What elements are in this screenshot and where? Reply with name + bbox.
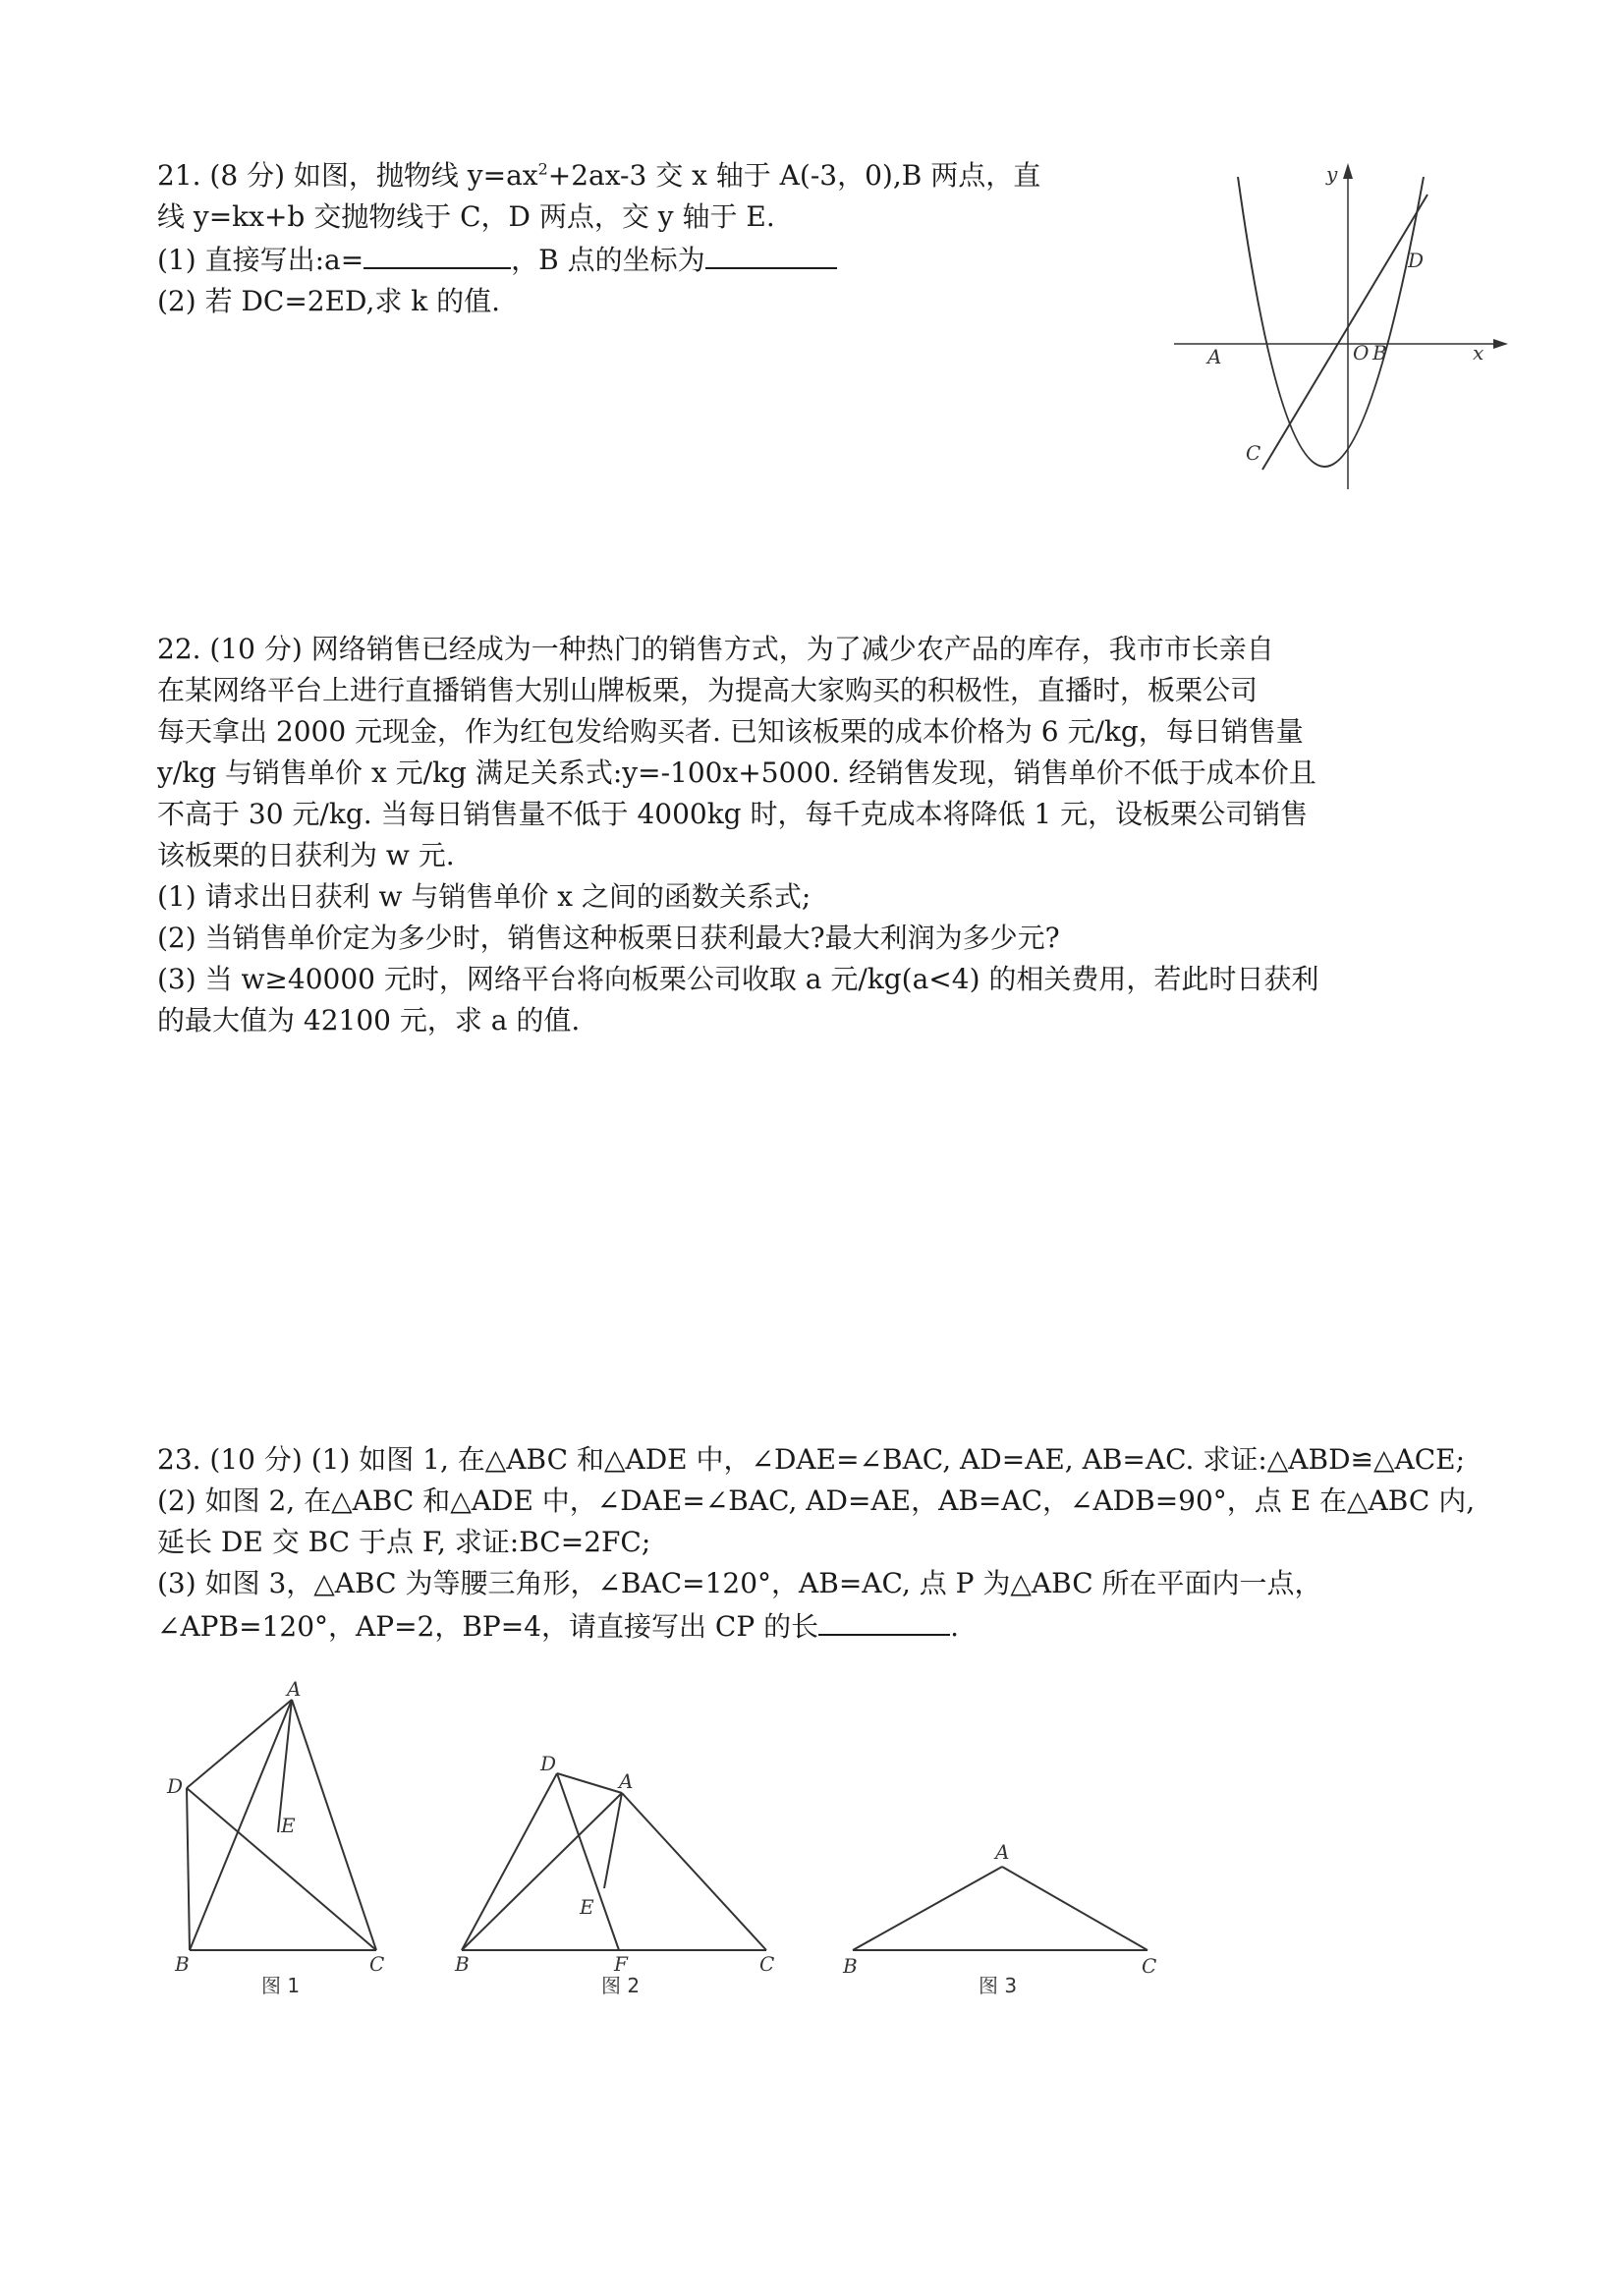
label-point-O: O — [1353, 341, 1370, 364]
label-point-D: D — [1408, 249, 1425, 272]
q22-line: (1) 请求出日获利 w 与销售单价 x 之间的函数关系式; — [157, 880, 812, 913]
fig1-label-A: A — [287, 1677, 302, 1701]
q21-line4: (2) 若 DC=2ED,求 k 的值. — [157, 285, 501, 317]
q23-line: 23. (10 分) (1) 如图 1, 在△ABC 和△ADE 中，∠DAE=∠BAC, AD=AE, AB=AC. 求证:△ABD≌△ACE; — [157, 1443, 1466, 1476]
fig1-label-D: D — [167, 1774, 184, 1798]
q21-line2: 线 y=kx+b 交抛物线于 C，D 两点，交 y 轴于 E. — [157, 200, 775, 233]
q22-line: 在某网络平台上进行直播销售大别山牌板栗，为提高大家购买的积极性，直播时，板栗公司 — [157, 674, 1259, 706]
q21-line1: 21. (8 分) 如图，抛物线 $y=ax^2+2ax-3$ 交 x 轴于 A(-3，0),B 两点，直 — [157, 159, 1041, 192]
answer-blank-b — [705, 238, 837, 269]
label-point-B: B — [1372, 341, 1387, 364]
q22-line: (2) 当销售单价定为多少时，销售这种板栗日获利最大?最大利润为多少元? — [157, 922, 1060, 954]
q22-line: 不高于 30 元/kg. 当每日销售量不低于 4000kg 时，每千克成本将降低 1 元，设板栗公司销售 — [157, 798, 1309, 830]
answer-blank-a — [364, 238, 511, 269]
fig2-label-B: B — [455, 1952, 470, 1976]
parabola-curve — [1238, 177, 1424, 467]
answer-blank-cp — [818, 1604, 950, 1636]
q22-line: (3) 当 w≥40000 元时，网络平台将向板栗公司收取 a 元/kg(a<4) 的相关费用，若此时日获利 — [157, 963, 1319, 995]
q22-line: 该板栗的日获利为 w 元. — [157, 839, 455, 871]
fig2-label-D: D — [540, 1752, 557, 1775]
q22-line: 的最大值为 42100 元，求 a 的值. — [157, 1004, 581, 1036]
q23-line: (2) 如图 2, 在△ABC 和△ADE 中，∠DAE=∠BAC, AD=AE，AB=AC，∠ADB=90°，点 E 在△ABC 内, — [157, 1484, 1476, 1517]
fig3-caption: 图 3 — [979, 1974, 1018, 1997]
question-22 — [157, 629, 1318, 1041]
line-cd — [1262, 195, 1427, 470]
q21-line3: (1) 直接写出:a= ，B 点的坐标为 — [157, 238, 1040, 281]
question-21 — [157, 155, 1040, 322]
fig2-caption: 图 2 — [601, 1974, 641, 1997]
question-23 — [157, 1439, 1475, 1648]
fig3-label-C: C — [1142, 1954, 1157, 1978]
q23-line: (3) 如图 3，△ABC 为等腰三角形，∠BAC=120°，AB=AC, 点 P 为△ABC 所在平面内一点， — [157, 1567, 1322, 1599]
q22-line: 每天拿出 2000 元现金，作为红包发给购买者. 已知该板栗的成本价格为 6 元/kg，每日销售量 — [157, 715, 1304, 748]
figure-1 — [157, 1677, 403, 1997]
fig1-label-B: B — [175, 1952, 190, 1976]
q21-parabola-graph — [1164, 157, 1538, 491]
fig1-label-C: C — [369, 1952, 385, 1976]
fig2-label-F: F — [614, 1952, 628, 1976]
fig3-label-B: B — [843, 1954, 858, 1978]
label-point-A: A — [1207, 345, 1222, 368]
q22-line: y/kg 与销售单价 x 元/kg 满足关系式:y=-100x+5000. 经销售发现，销售单价不低于成本价且 — [157, 756, 1316, 789]
fig2-label-C: C — [759, 1952, 775, 1976]
fig2-label-E: E — [580, 1895, 594, 1919]
q22-line: 22. (10 分) 网络销售已经成为一种热门的销售方式，为了减少农产品的库存，我市市长亲自 — [157, 633, 1274, 665]
fig1-caption: 图 1 — [261, 1974, 301, 1997]
q23-line5: ∠APB=120°，AP=2，BP=4，请直接写出 CP 的长 . — [157, 1604, 1475, 1648]
fig1-label-E: E — [281, 1814, 296, 1837]
label-point-C: C — [1246, 441, 1261, 465]
label-axis-x: x — [1473, 341, 1484, 364]
fig2-label-A: A — [619, 1769, 634, 1793]
q23-line: 延长 DE 交 BC 于点 F, 求证:BC=2FC; — [157, 1526, 651, 1558]
figure-2 — [447, 1680, 775, 1997]
fig3-label-A: A — [995, 1840, 1010, 1864]
label-axis-y: y — [1326, 162, 1338, 186]
figure-3 — [835, 1798, 1169, 1997]
